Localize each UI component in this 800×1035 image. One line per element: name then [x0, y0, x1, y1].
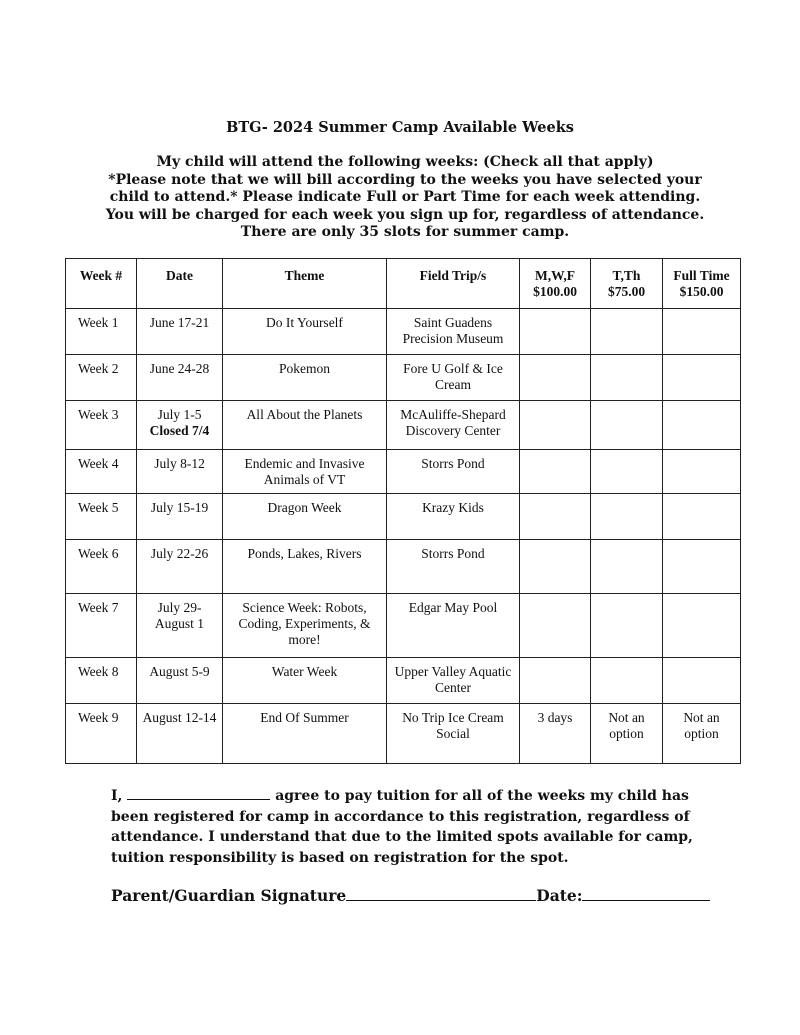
table-row: [66, 494, 741, 540]
theme-cell: Do It Yourself: [223, 309, 387, 355]
date-cell: [137, 704, 223, 764]
date-label: Date:: [536, 886, 583, 905]
date-text: July 29-August 1: [154, 600, 205, 631]
header-mwf-price: $100.00: [533, 284, 577, 299]
table-row: [66, 450, 741, 494]
date-note: Closed 7/4: [149, 423, 210, 438]
theme-cell: Ponds, Lakes, Rivers: [223, 540, 387, 594]
field-trip-cell: Storrs Pond: [387, 450, 520, 494]
tth-checkbox-cell[interactable]: [591, 401, 663, 450]
full-time-checkbox-cell[interactable]: [663, 658, 741, 704]
date-text: July 1-5: [157, 407, 202, 422]
week-cell: Week 9: [66, 704, 137, 764]
theme-cell: Science Week: Robots, Coding, Experiments, & more!: [223, 594, 387, 658]
week-cell: Week 8: [66, 658, 137, 704]
intro-text: [105, 154, 705, 242]
tth-checkbox-cell[interactable]: [591, 540, 663, 594]
theme-cell: All About the Planets: [223, 401, 387, 450]
date-text: July 15-19: [150, 500, 209, 515]
field-trip-cell: Saint Guadens Precision Museum: [387, 309, 520, 355]
header-field-trip: Field Trip/s: [387, 259, 520, 309]
header-tth-price: $75.00: [607, 284, 646, 299]
field-trip-cell: McAuliffe-Shepard Discovery Center: [387, 401, 520, 450]
mwf-checkbox-cell[interactable]: [520, 594, 591, 658]
date-text: June 24-28: [149, 361, 210, 376]
header-full-price: $150.00: [679, 284, 724, 299]
header-full-label: Full Time: [673, 268, 730, 283]
field-trip-cell: Upper Valley Aquatic Center: [387, 658, 520, 704]
field-trip-cell: No Trip Ice Cream Social: [387, 704, 520, 764]
header-tth: [591, 259, 663, 309]
week-cell: Week 2: [66, 355, 137, 401]
field-trip-cell: Storrs Pond: [387, 540, 520, 594]
date-text: July 8-12: [154, 456, 205, 471]
theme-cell: End Of Summer: [223, 704, 387, 764]
field-trip-cell: Krazy Kids: [387, 494, 520, 540]
mwf-checkbox-cell[interactable]: [520, 309, 591, 355]
mwf-checkbox-cell[interactable]: [520, 355, 591, 401]
agreement-text: agree to pay tuition for all of the weeks my child has been registered for camp in accordance to this registration, regardless of attendance. I understand that due to the limited spots available for camp, tuition responsibility is based on registration for the spot.: [111, 788, 693, 866]
date-text: August 5-9: [149, 664, 210, 679]
table-row: [66, 704, 741, 764]
header-mwf-label: M,W,F: [535, 268, 575, 283]
tth-checkbox-cell[interactable]: Not an option: [591, 704, 663, 764]
date-cell: [137, 540, 223, 594]
full-time-checkbox-cell[interactable]: [663, 494, 741, 540]
date-cell: [137, 401, 223, 450]
header-theme: Theme: [223, 259, 387, 309]
theme-cell: Water Week: [223, 658, 387, 704]
mwf-checkbox-cell[interactable]: [520, 401, 591, 450]
date-field[interactable]: [582, 888, 710, 901]
table-header-row: [66, 259, 741, 309]
tth-checkbox-cell[interactable]: [591, 450, 663, 494]
field-trip-cell: Fore U Golf & Ice Cream: [387, 355, 520, 401]
header-week: Week #: [66, 259, 137, 309]
full-time-checkbox-cell[interactable]: [663, 594, 741, 658]
header-tth-label: T,Th: [612, 268, 641, 283]
date-text: July 22-26: [150, 546, 209, 561]
full-time-checkbox-cell[interactable]: Not an option: [663, 704, 741, 764]
mwf-checkbox-cell[interactable]: [520, 450, 591, 494]
table-row: [66, 355, 741, 401]
theme-cell: Pokemon: [223, 355, 387, 401]
table-row: [66, 309, 741, 355]
date-cell: [137, 658, 223, 704]
week-cell: Week 4: [66, 450, 137, 494]
week-cell: Week 5: [66, 494, 137, 540]
tth-checkbox-cell[interactable]: [591, 355, 663, 401]
date-cell: [137, 494, 223, 540]
table-row: [66, 540, 741, 594]
full-time-checkbox-cell[interactable]: [663, 450, 741, 494]
week-cell: Week 7: [66, 594, 137, 658]
tth-checkbox-cell[interactable]: [591, 309, 663, 355]
table-row: [66, 401, 741, 450]
theme-cell: Dragon Week: [223, 494, 387, 540]
name-blank-field[interactable]: [127, 787, 270, 800]
agreement-paragraph: [111, 786, 701, 868]
tth-checkbox-cell[interactable]: [591, 594, 663, 658]
signature-field[interactable]: [346, 888, 536, 901]
signature-line: [111, 886, 710, 905]
table-row: [66, 658, 741, 704]
mwf-checkbox-cell[interactable]: [520, 494, 591, 540]
theme-cell: Endemic and Invasive Animals of VT: [223, 450, 387, 494]
header-full-time: [663, 259, 741, 309]
tth-checkbox-cell[interactable]: [591, 494, 663, 540]
date-cell: [137, 309, 223, 355]
signature-label: Parent/Guardian Signature: [111, 886, 347, 905]
field-trip-cell: Edgar May Pool: [387, 594, 520, 658]
form-title: BTG- 2024 Summer Camp Available Weeks: [226, 119, 574, 136]
date-cell: [137, 450, 223, 494]
full-time-checkbox-cell[interactable]: [663, 355, 741, 401]
intro-line-2: *Please note that we will bill according to the weeks you have selected your child to attend.* Please indicate Full or Part Time for each week attending. You will be charged for each week you sign up for, regardless of attendance. There are only 35 slots for summer camp.: [105, 171, 705, 240]
header-date: Date: [137, 259, 223, 309]
mwf-checkbox-cell[interactable]: 3 days: [520, 704, 591, 764]
agreement-prefix: I,: [111, 788, 123, 804]
date-cell: [137, 594, 223, 658]
mwf-checkbox-cell[interactable]: [520, 658, 591, 704]
date-cell: [137, 355, 223, 401]
full-time-checkbox-cell[interactable]: [663, 540, 741, 594]
date-text: June 17-21: [149, 315, 210, 330]
week-cell: Week 6: [66, 540, 137, 594]
full-time-checkbox-cell[interactable]: [663, 309, 741, 355]
week-cell: Week 1: [66, 309, 137, 355]
date-text: August 12-14: [142, 710, 217, 725]
header-mwf: [520, 259, 591, 309]
weeks-table: [65, 258, 741, 764]
tth-checkbox-cell[interactable]: [591, 658, 663, 704]
full-time-checkbox-cell[interactable]: [663, 401, 741, 450]
intro-line-1: My child will attend the following weeks: (Check all that apply): [156, 154, 654, 170]
table-row: [66, 594, 741, 658]
week-cell: Week 3: [66, 401, 137, 450]
mwf-checkbox-cell[interactable]: [520, 540, 591, 594]
